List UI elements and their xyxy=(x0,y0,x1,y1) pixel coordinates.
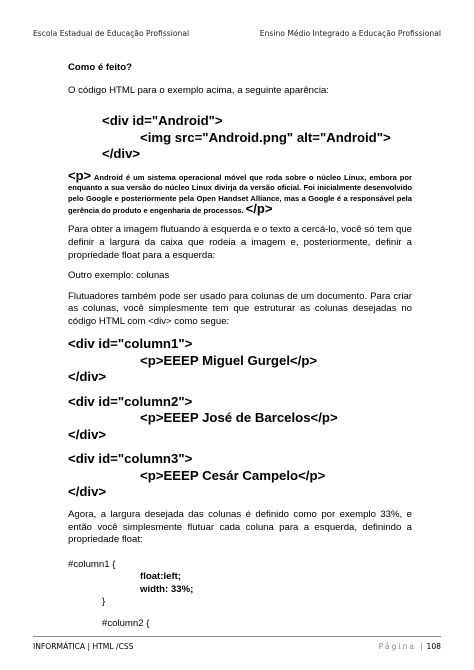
css-property: float:left; xyxy=(140,571,182,583)
header-school: Escola Estadual de Educação Profissional xyxy=(33,29,190,38)
note-open-tag: <p> xyxy=(68,167,92,183)
css-property: width: 33%; xyxy=(140,583,194,595)
code-line: </div> xyxy=(68,426,107,442)
footer-divider xyxy=(33,636,441,637)
other-example-label: Outro exemplo: colunas xyxy=(68,270,170,282)
footer-course: INFORMÁTICA | HTML /CSS xyxy=(33,642,134,651)
width-paragraph: Agora, a largura desejada das colunas é definido como por exemplo 33%, e então você simplesmente flutuar cada coluna para a esquerda, definindo a propriedade float: xyxy=(68,508,412,546)
code-line: <p>EEEP José de Barcelos</p> xyxy=(140,410,338,426)
code-line: <div id="column1"> xyxy=(68,336,193,352)
page-number: 108 xyxy=(426,642,441,651)
note-text: Android é um sistema operacional móvel que roda sobre o núcleo Linux, embora por enquanto a sua versão do núcleo Linux divirja da versão oficial. Foi inicialmente desenvolvido pelo Google e posteriormente pela Open Handset Alliance, mas a Google é a responsável pela gerência do produto e engenharia de processos. xyxy=(68,172,413,215)
page-footer xyxy=(33,642,441,651)
page-header xyxy=(33,29,441,38)
code-example-android xyxy=(68,113,412,163)
column2-code xyxy=(68,394,412,444)
code-line: <p>EEEP Cesár Campelo</p> xyxy=(140,467,326,483)
code-line: <p>EEEP Miguel Gurgel</p> xyxy=(140,352,318,368)
css-selector: #column1 { xyxy=(68,558,116,570)
page-number-block xyxy=(379,642,441,651)
note-close-tag: </p> xyxy=(245,200,273,216)
code-line: </div> xyxy=(102,146,141,162)
column3-code xyxy=(68,451,412,501)
code-line: <img src="Android.png" alt="Android"> xyxy=(140,129,391,145)
css-selector: #column2 { xyxy=(102,618,150,630)
page-content xyxy=(68,62,412,631)
code-line: </div> xyxy=(68,484,107,500)
page-separator: | xyxy=(419,642,423,651)
float-paragraph: Para obter a imagem flutuando à esquerda e o texto a cercá-lo, você só tem que definir a largura da caixa que rodeia a imagem e, posteriormente, definir a propriedade float para a esquerda: xyxy=(68,224,412,261)
intro-paragraph: O código HTML para o exemplo acima, a seguinte aparência: xyxy=(68,84,329,96)
code-line: <div id="column2"> xyxy=(68,393,193,409)
code-line: </div> xyxy=(68,369,107,385)
css-code-block xyxy=(68,559,412,631)
header-course: Ensino Médio Integrado a Educação Profissional xyxy=(259,29,441,38)
code-line: <div id="Android"> xyxy=(102,113,223,129)
page-label: Página xyxy=(378,642,416,651)
android-note xyxy=(68,167,413,217)
columns-paragraph: Flutuadores também pode ser usado para colunas de um documento. Para criar as colunas, você simplesmente tem que estruturar as colunas desejadas no código HTML com <div> como segue: xyxy=(68,290,412,327)
section-subtitle: Como é feito? xyxy=(68,62,132,73)
code-line: <div id="column3"> xyxy=(68,451,193,467)
css-close-brace: } xyxy=(102,595,106,607)
column1-code xyxy=(68,336,412,386)
